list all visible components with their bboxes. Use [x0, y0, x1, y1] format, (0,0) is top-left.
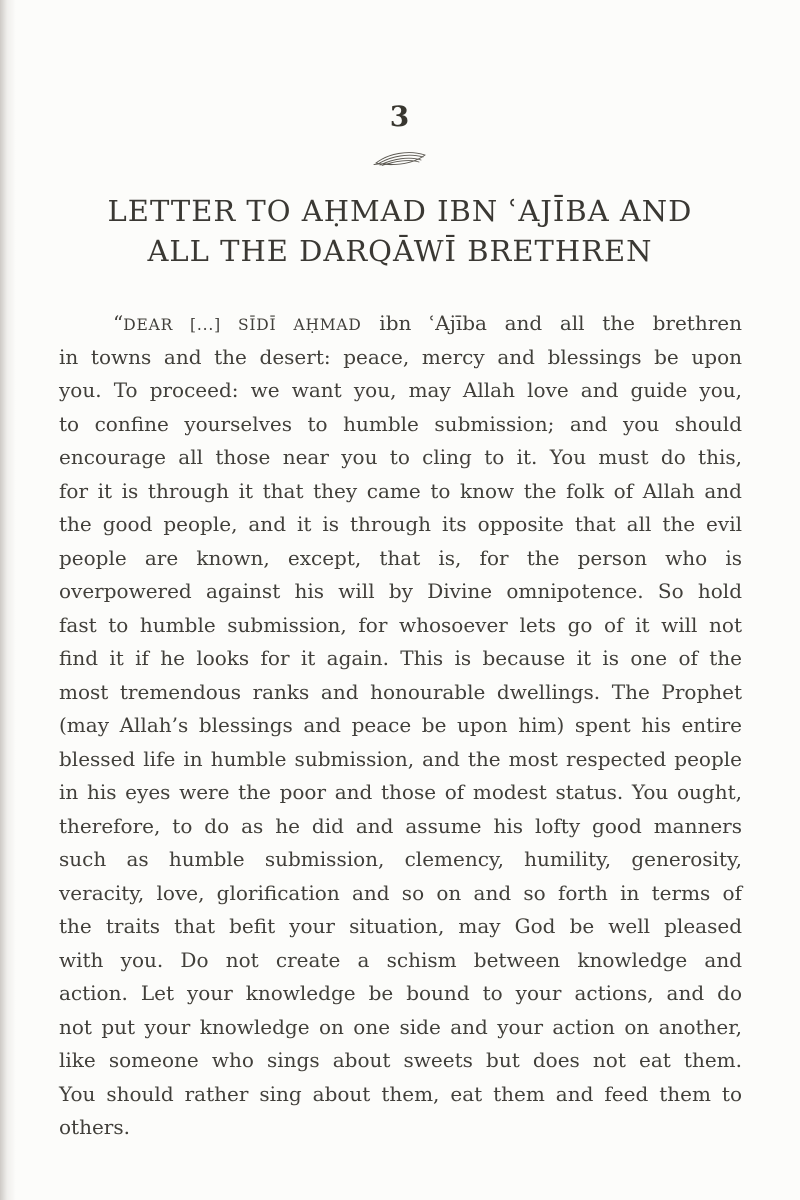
body-line: in towns and the desert: peace, mercy and blessings be upon: [59, 344, 742, 369]
body-line: fast to humble submission, for whosoever lets go of it will not: [59, 612, 742, 637]
body-line: the traits that befit your situation, may God be well pleased: [59, 914, 742, 938]
body-line: to confine yourselves to humble submission; and you should: [59, 411, 742, 436]
body-line: blessed life in humble submission, and the most respected people: [59, 746, 742, 771]
body-line: action. Let your knowledge be bound to your actions, and do: [59, 981, 742, 1005]
body-line: (may Allah’s blessings and peace be upon him) spent his entire: [59, 713, 742, 737]
opening-smallcaps: DEAR [...] SĪDĪ AḤMAD: [123, 316, 362, 334]
body-line: others.: [59, 1115, 130, 1139]
body-line: find it if he looks for it again. This is because it is one of the: [59, 646, 742, 670]
body-line: therefore, to do as he did and assume his lofty good manners: [59, 813, 742, 838]
chapter-title: [50, 191, 750, 271]
body-line: overpowered against his will by Divine omnipotence. So hold: [59, 579, 742, 603]
body-line: for it is through it that they came to know the folk of Allah and: [59, 478, 742, 503]
body-line: You should rather sing about them, eat them and feed them to: [59, 1081, 742, 1106]
calligraphic-leaf-icon: [371, 148, 429, 170]
opening-rest: ibn ʿAjība and all the brethren: [361, 311, 742, 335]
chapter-ornament: [0, 148, 800, 174]
body-line: people are known, except, that is, for the person who is: [59, 545, 742, 570]
chapter-title-line-2: ALL THE DARQĀWĪ BRETHREN: [147, 234, 653, 268]
scan-edge-shadow: [0, 0, 16, 1200]
body-line: you. To proceed: we want you, may Allah love and guide you,: [59, 378, 742, 402]
body-line: not put your knowledge on one side and your action on another,: [59, 1014, 742, 1039]
body-line: with you. Do not create a schism between knowledge and: [59, 947, 742, 972]
body-line-opening: [59, 307, 742, 341]
body-line: veracity, love, glorification and so on and so forth in terms of: [59, 880, 742, 905]
body-line: most tremendous ranks and honourable dwellings. The Prophet: [59, 679, 742, 704]
body-line: encourage all those near you to cling to it. You must do this,: [59, 445, 742, 469]
chapter-number: 3: [389, 100, 411, 133]
opening-quote: “: [113, 311, 124, 335]
body-text: [59, 307, 742, 1145]
chapter-title-line-1: LETTER TO AḤMAD IBN ʿAJĪBA AND: [107, 194, 693, 228]
body-line: in his eyes were the poor and those of modest status. You ought,: [59, 780, 742, 804]
body-line: like someone who sings about sweets but does not eat them.: [59, 1048, 742, 1072]
body-line: such as humble submission, clemency, humility, generosity,: [59, 847, 742, 871]
body-line: the good people, and it is through its opposite that all the evil: [59, 512, 742, 536]
